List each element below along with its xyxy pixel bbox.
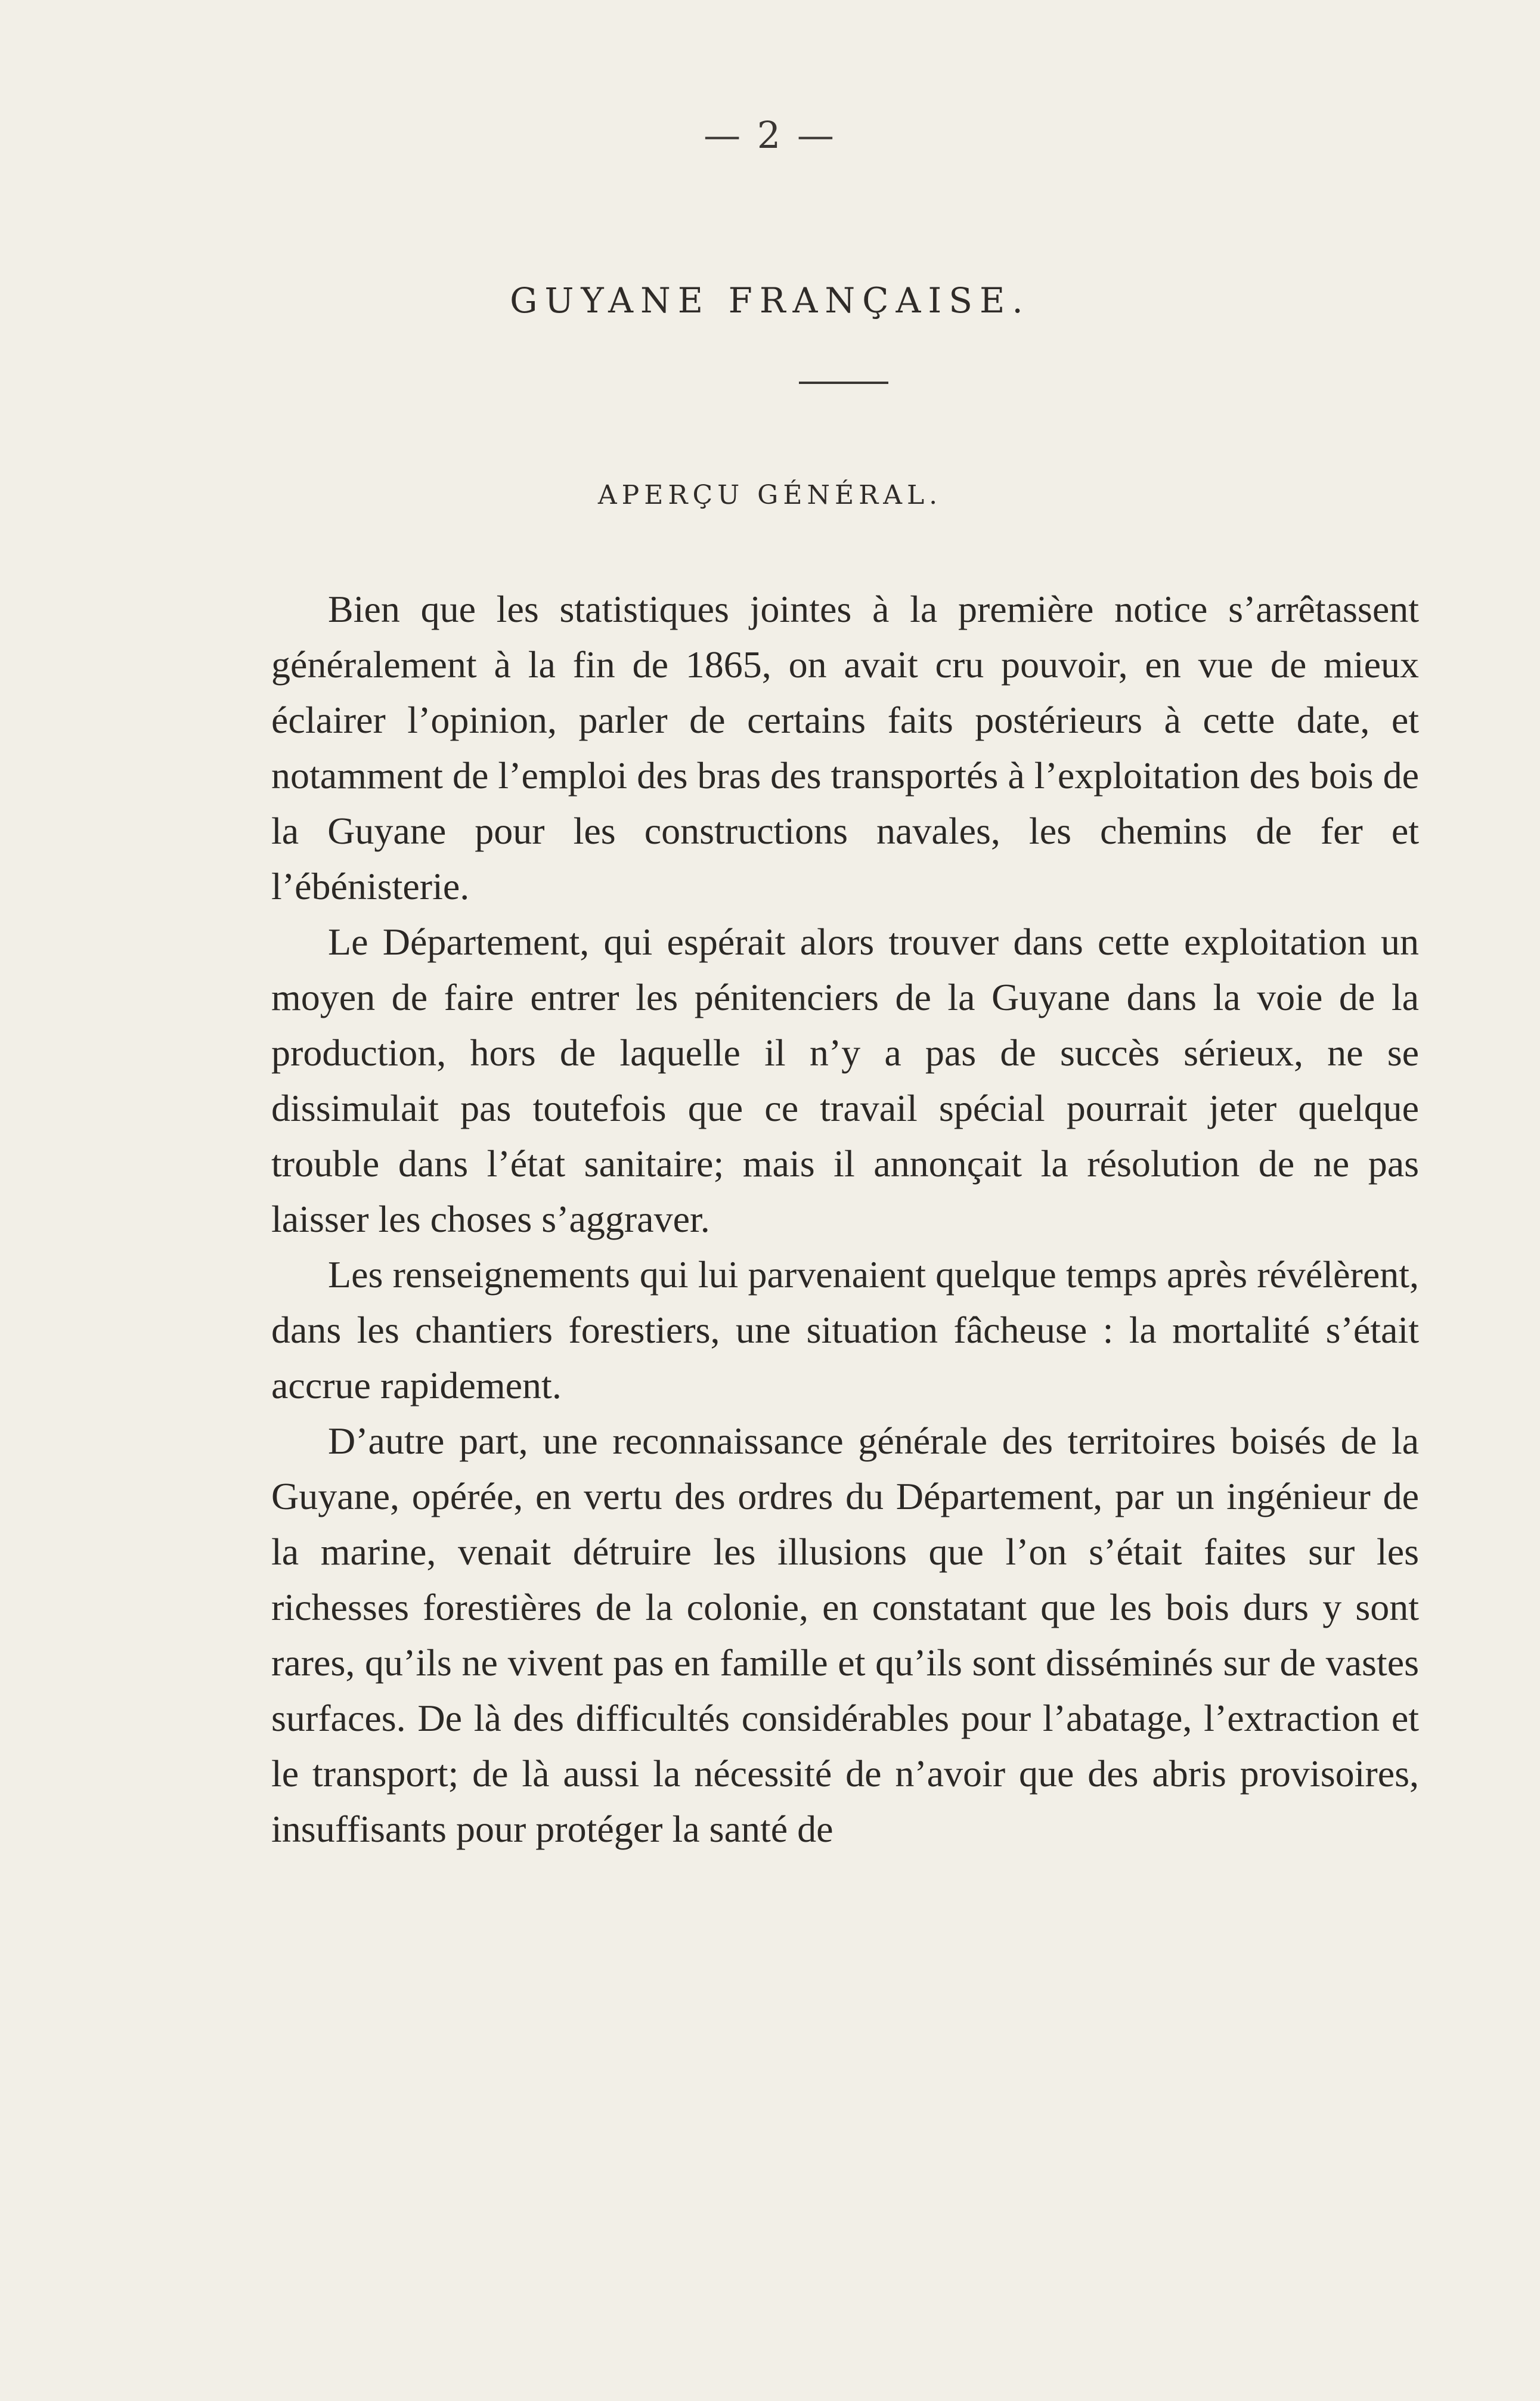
paragraph: Bien que les statistiques jointes à la première notice s’arrêtassent généralement à la fin de 1865, on avait cru pouvoir, en vue de mieux éclairer l’opinion, parler de certains faits postérieurs à cette date, et notamment de l’emploi des bras des transportés à l’exploitation des bois de la Guyane pour les constructions navales, les chemins de fer et l’ébénisterie. xyxy=(271,588,1419,907)
page-number: — 2 — xyxy=(704,113,836,157)
paragraph: Les renseignements qui lui parvenaient quelque temps après révélèrent, dans les chantiers forestiers, une situation fâcheuse : la mortalité s’était accrue rapidement. xyxy=(271,1253,1419,1406)
title-divider xyxy=(799,382,888,384)
paragraph: D’autre part, une reconnaissance générale des territoires boisés de la Guyane, opérée, en vertu des ordres du Département, par un ingénieur de la marine, venait détruire les illusions que l’on s’était faites sur les richesses forestières de la colonie, en constatant que les bois durs y sont rares, qu’ils ne vivent pas en famille et qu’ils sont disséminés sur de vastes surfaces. De là des difficultés considérables pour l’abatage, l’extraction et le transport; de là aussi la nécessité de n’avoir que des abris provisoires, insuffisants pour protéger la santé de xyxy=(271,1420,1419,1850)
section-heading: APERÇU GÉNÉRAL. xyxy=(597,480,943,510)
body-text xyxy=(271,581,1419,1857)
page-title: GUYANE FRANÇAISE. xyxy=(510,280,1030,321)
paragraph: Le Département, qui espérait alors trouver dans cette exploitation un moyen de faire entrer les pénitenciers de la Guyane dans la voie de la production, hors de laquelle il n’y a pas de succès sérieux, ne se dissimulait pas toutefois que ce travail spécial pourrait jeter quelque trouble dans l’état sanitaire; mais il annonçait la résolution de ne pas laisser les choses s’aggraver. xyxy=(271,921,1419,1240)
